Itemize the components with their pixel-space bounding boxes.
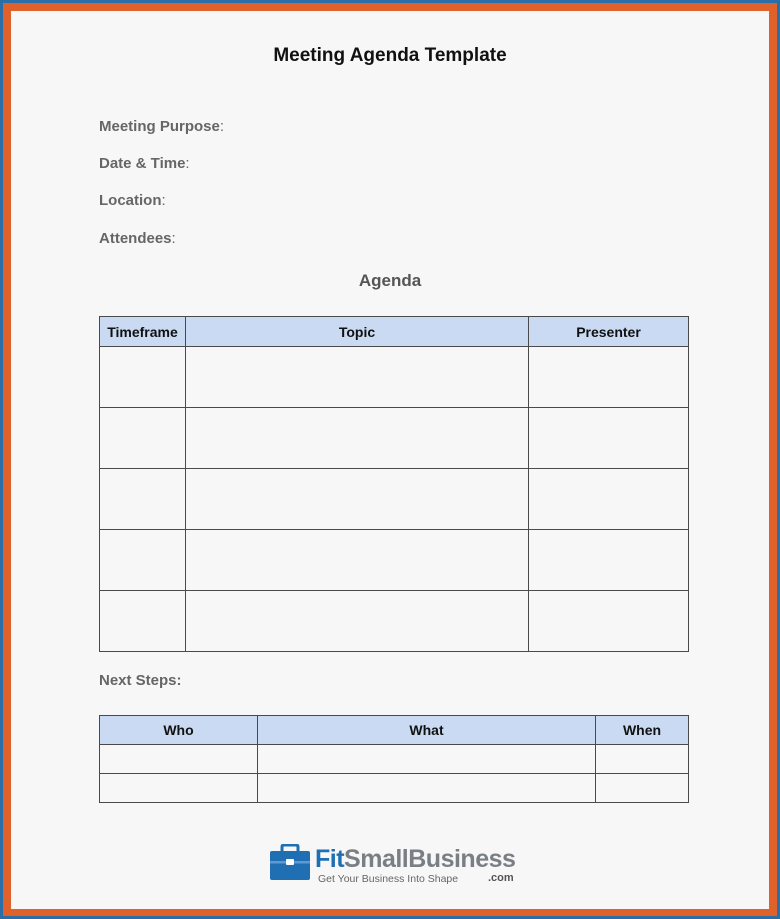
presenter-cell[interactable] [529,347,689,408]
table-row [100,530,689,591]
agenda-header-row [100,317,689,347]
table-row [100,591,689,652]
table-row [100,347,689,408]
table-row [100,745,689,774]
presenter-cell[interactable] [529,530,689,591]
logo-wordmark [315,845,515,874]
briefcase-icon [269,844,311,882]
logo-wordmark-rest: SmallBusiness [344,845,516,873]
logo-tagline: Get Your Business Into Shape [318,873,459,885]
next-steps-table [99,715,689,803]
topic-header: Topic [186,317,529,347]
document-page [11,11,769,909]
timeframe-cell[interactable] [100,530,186,591]
date-time-label: Date & Time [99,155,186,172]
when-cell[interactable] [596,745,689,774]
topic-cell[interactable] [186,347,529,408]
table-row [100,774,689,803]
page-title: Meeting Agenda Template [273,45,507,66]
date-time-colon: : [185,155,190,172]
when-header: When [596,716,689,745]
fitsmallbusiness-logo [269,841,519,889]
agenda-heading: Agenda [358,271,422,290]
presenter-cell[interactable] [529,591,689,652]
meeting-purpose-label: Meeting Purpose [99,118,220,135]
meeting-purpose-colon: : [219,118,225,135]
timeframe-cell[interactable] [100,469,186,530]
when-cell[interactable] [596,774,689,803]
presenter-header: Presenter [529,317,689,347]
timeframe-cell[interactable] [100,347,186,408]
logo-domain-suffix: .com [488,872,514,884]
who-cell[interactable] [100,774,258,803]
meeting-purpose-field [99,118,224,135]
topic-cell[interactable] [186,591,529,652]
next-steps-header-row [100,716,689,745]
logo-wordmark-fit: Fit [315,845,345,873]
topic-cell[interactable] [186,530,529,591]
date-time-field [99,155,190,172]
who-cell[interactable] [100,745,258,774]
timeframe-header: Timeframe [100,317,186,347]
attendees-field [99,230,176,247]
presenter-cell[interactable] [529,408,689,469]
who-header: Who [100,716,258,745]
location-label: Location [99,192,162,209]
attendees-colon: : [171,230,176,247]
timeframe-cell[interactable] [100,591,186,652]
agenda-table [99,316,689,652]
location-colon: : [161,192,166,209]
table-row [100,408,689,469]
table-row [100,469,689,530]
attendees-label: Attendees [99,230,172,247]
what-cell[interactable] [258,745,596,774]
next-steps-label: Next Steps: [99,672,182,689]
topic-cell[interactable] [186,469,529,530]
presenter-cell[interactable] [529,469,689,530]
location-field [99,192,166,209]
topic-cell[interactable] [186,408,529,469]
what-cell[interactable] [258,774,596,803]
timeframe-cell[interactable] [100,408,186,469]
what-header: What [258,716,596,745]
